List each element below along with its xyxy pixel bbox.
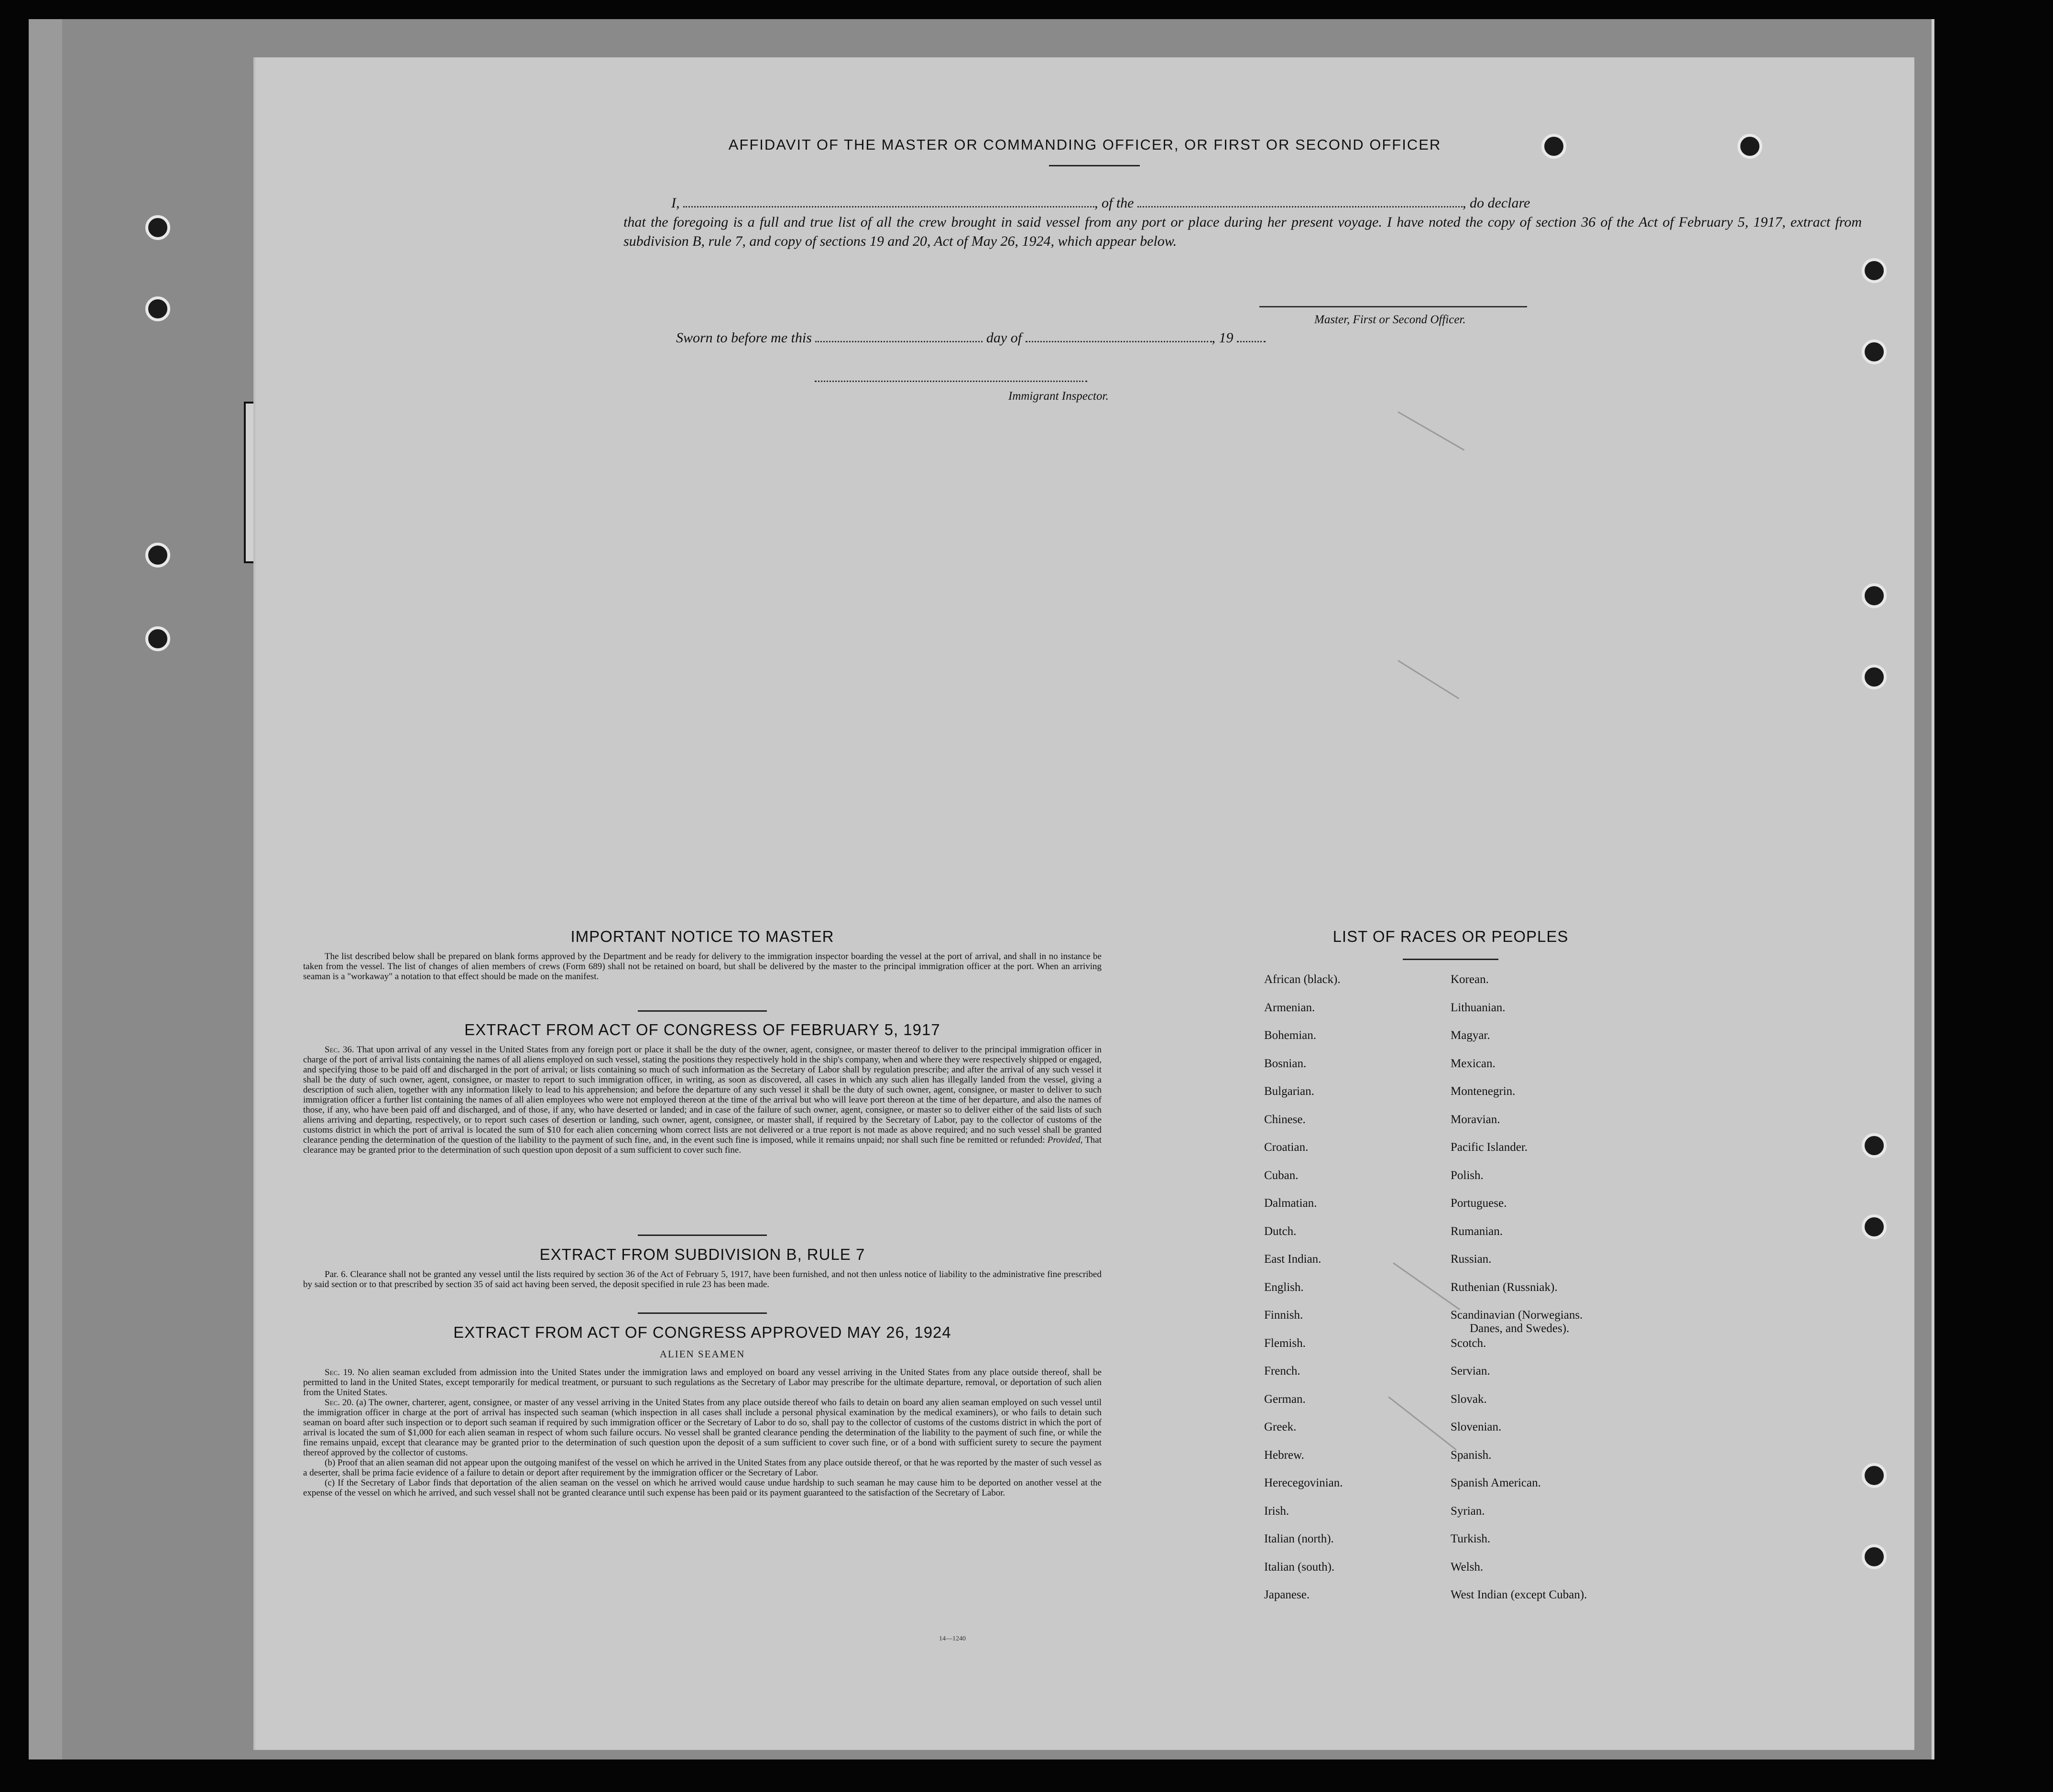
extract-1924-text — [303, 1367, 1102, 1498]
master-signature-line[interactable] — [1259, 306, 1527, 307]
sworn-prefix: Sworn to before me this — [676, 330, 812, 346]
race-item: Herecegovinian. — [1264, 1476, 1343, 1489]
race-item: Slovak. — [1451, 1392, 1487, 1406]
punch-hole-icon — [145, 215, 170, 240]
binding-strip — [29, 19, 62, 1759]
punch-hole-icon — [1862, 665, 1887, 689]
punch-hole-icon — [1862, 583, 1887, 608]
race-item: Scotch. — [1451, 1336, 1486, 1350]
master-signature-label: Master, First or Second Officer. — [1314, 313, 1466, 326]
vessel-field[interactable] — [1137, 196, 1463, 208]
race-item: Japanese. — [1264, 1588, 1310, 1601]
month-field[interactable] — [1026, 330, 1212, 342]
race-item: Bosnian. — [1264, 1057, 1307, 1070]
race-item: West Indian (except Cuban). — [1451, 1588, 1587, 1601]
notice-text — [303, 951, 1102, 982]
bleed-through-mark — [1398, 660, 1459, 699]
divider — [1049, 165, 1140, 166]
race-item: Greek. — [1264, 1420, 1297, 1433]
bleed-through-mark — [1393, 1262, 1460, 1310]
bleed-through-mark — [1398, 411, 1464, 451]
divider — [638, 1312, 767, 1314]
extract-1924-title: EXTRACT FROM ACT OF CONGRESS APPROVED MAY 26, 1924 — [453, 1323, 951, 1341]
section-19-text: No alien seaman excluded from admission into the United States under the immigration laws and employed on board any vessel arriving in the United States from any place outside thereof, shall be permitted to land in the United States, except temporarily for medical treatment, or pursuant to such regulations as the Secretary of Labor may prescribe for the ultimate departure, removal, or deportation of such alien from the United States. — [303, 1367, 1102, 1398]
i-label: I, — [671, 195, 680, 211]
race-item: Hebrew. — [1264, 1448, 1304, 1462]
race-item: Pacific Islander. — [1451, 1141, 1528, 1154]
race-item: Ruthenian (Russniak). — [1451, 1280, 1558, 1294]
race-item-continuation: Danes, and Swedes). — [1470, 1322, 1570, 1335]
extract-1917-text — [303, 1045, 1102, 1155]
race-item: Montenegrin. — [1451, 1085, 1516, 1098]
section-20c-text: (c) If the Secretary of Labor finds that deportation of the alien seaman on the vessel on which he arrived would cause undue hardship to such seaman he may cause him to be deported on another vessel at the expense of the vessel on which he arrived, and such vessel shall not be granted clearance until such expense has been paid or its payment guaranteed to the satisfaction of the Secretary of Labor. — [303, 1478, 1102, 1498]
race-item: Italian (south). — [1264, 1560, 1335, 1573]
section-20b-text: (b) Proof that an alien seaman did not appear upon the outgoing manifest of the vessel on which he arrived in the United States from any place outside thereof, or that he was reported by the master of such vessel as a deserter, shall be prima facie evidence of a failure to detain or deport after requirement by the immigration officer or the Secretary of Labor. — [303, 1458, 1102, 1478]
year-prefix: , 19 — [1212, 330, 1234, 346]
race-item: Mexican. — [1451, 1057, 1496, 1070]
race-item: Russian. — [1451, 1253, 1492, 1266]
of-the-label: , of the — [1094, 195, 1134, 211]
punch-hole-icon — [1862, 339, 1887, 364]
name-field[interactable] — [683, 196, 1094, 208]
race-item: Syrian. — [1451, 1504, 1485, 1518]
race-item: Irish. — [1264, 1504, 1289, 1518]
divider — [638, 1010, 767, 1012]
section-label: Sec. 20. — [325, 1398, 354, 1408]
punch-hole-icon — [1862, 258, 1887, 283]
affidavit-title: AFFIDAVIT OF THE MASTER OR COMMANDING OFFICER, OR FIRST OR SECOND OFFICER — [728, 136, 1441, 153]
race-item: African (black). — [1264, 973, 1341, 986]
do-declare-label: , do declare — [1463, 195, 1530, 211]
punch-hole-icon — [1862, 1463, 1887, 1488]
punch-hole-icon — [1862, 1214, 1887, 1239]
race-item: Korean. — [1451, 973, 1489, 986]
race-item: Chinese. — [1264, 1113, 1306, 1126]
race-item: Portuguese. — [1451, 1197, 1507, 1210]
punch-hole-icon — [145, 543, 170, 568]
punch-hole-icon — [1862, 1544, 1887, 1569]
year-field[interactable] — [1237, 330, 1266, 342]
race-item: Spanish American. — [1451, 1476, 1541, 1489]
inspector-signature-line[interactable] — [815, 381, 1087, 382]
declaration-body: that the foregoing is a full and true list of all the crew brought in said vessel from any port or place during her present voyage. I have noted the copy of section 36 of the Act of February 5, 1917, extract from subdivision B, rule 7, and copy of sections 19 and 20, Act of May 26, 1924, which appear below. — [623, 214, 1862, 249]
race-item: Flemish. — [1264, 1336, 1306, 1350]
punch-hole-icon — [1862, 1133, 1887, 1158]
rule7-paragraph: Par. 6. Clearance shall not be granted any vessel until the lists required by section 36 of the Act of February 5, 1917, have been furnished, and not then unless notice of liability to the administrative fine prescribed by said section or to that prescribed by section 35 of said act having been served, the deposit specified in rule 23 has been made. — [303, 1269, 1102, 1289]
race-item: French. — [1264, 1365, 1300, 1377]
race-item: Rumanian. — [1451, 1224, 1503, 1238]
race-item: Bulgarian. — [1264, 1085, 1314, 1098]
race-item: Scandinavian (Norwegians. — [1451, 1309, 1583, 1322]
declaration-line — [623, 194, 1862, 213]
section-36-text: That upon arrival of any vessel in the United States from any foreign port or place it shall be the duty of the owner, agent, consignee, or master thereof to deliver to the principal immigration officer in charge of the port of arrival lists containing the names of all aliens employed on such vessel, stating the positions they respectively hold in the ship's company, when and where they were respectively shipped or engaged, and specifying those to be paid off and discharged in the port of arrival; or lists containing so much of such information as the Secretary of Labor shall by regulation prescribe; and after the arrival of any such vessel it shall be the duty of such owner, agent, consignee, or master to report to such immigration officer, in writing, as soon as discovered, all cases in which any such alien has illegally landed from the vessel, giving a description of such alien, together with any information likely to lead to his apprehension; and before the departure of any such vessel it shall be the duty of such owner, agent, consignee, or master to deliver to such immigration officer a further list containing the names of all alien employees who were not employed thereon at the time of the arrival but who will leave port thereon at the time of her departure, and also the names of those, if any, who have been paid off and discharged, and of those, if any, who have deserted or landed; and in case of the failure of such owner, agent, consignee, or master so to deliver either of the said lists of such aliens arriving and departing, respectively, or to report such cases of desertion or landing, such owner, agent, consignee, or master shall, if required by the Secretary of Labor, pay to the collector of customs of the customs district in which the port of arrival is located the sum of $10 for each alien concerning whom correct lists are not delivered or a true report is not made as above required; and no such vessel shall be granted clearance pending the determination of the question of the liability to the payment of such fine, and, in the event such fine is imposed, while it remains unpaid; nor shall such fine be remitted or refunded: — [303, 1045, 1102, 1145]
race-item: Dutch. — [1264, 1224, 1297, 1238]
race-item: Polish. — [1451, 1169, 1484, 1182]
bleed-through-mark — [1388, 1396, 1457, 1450]
divider — [1403, 959, 1498, 960]
sworn-line — [676, 330, 1266, 346]
proviso-text: That clearance may be granted prior to the determination of such question upon deposit of a sum sufficient to cover such fine. — [303, 1135, 1102, 1155]
inspector-label: Immigrant Inspector. — [1008, 390, 1109, 403]
form-page — [253, 57, 1914, 1750]
notice-paragraph: The list described below shall be prepared on blank forms approved by the Department and be ready for delivery to the immigration inspector boarding the vessel at the port of arrival, and shall in no instance be taken from the vessel. The list of changes of alien members of crews (Form 689) shall not be retained on board, but shall be delivered by the master to the principal immigration officer at the port. When an arriving seaman is a "workaway" a notation to that effect should be made on the manifest. — [303, 951, 1102, 982]
day-field[interactable] — [815, 330, 983, 342]
race-item: Magyar. — [1451, 1029, 1490, 1042]
section-label: Sec. 19. — [325, 1367, 355, 1377]
race-item: Moravian. — [1451, 1113, 1500, 1126]
race-item: German. — [1264, 1392, 1306, 1406]
race-item: Finnish. — [1264, 1309, 1303, 1322]
section-label: Sec. 36. — [325, 1045, 354, 1055]
proviso-label: Provided, — [1047, 1135, 1083, 1145]
race-item: Dalmatian. — [1264, 1197, 1317, 1210]
race-item: Welsh. — [1451, 1560, 1484, 1573]
race-item: Turkish. — [1451, 1532, 1491, 1545]
punch-hole-icon — [145, 296, 170, 321]
day-of-label: day of — [986, 330, 1022, 346]
race-item: Armenian. — [1264, 1001, 1315, 1014]
notice-title: IMPORTANT NOTICE TO MASTER — [570, 928, 834, 945]
extract-rule7-text — [303, 1269, 1102, 1289]
form-number: 14—1240 — [939, 1635, 966, 1642]
race-item: Lithuanian. — [1451, 1001, 1506, 1014]
race-item: Spanish. — [1451, 1448, 1492, 1462]
extract-1917-title: EXTRACT FROM ACT OF CONGRESS OF FEBRUARY 5, 1917 — [464, 1021, 940, 1038]
section-20a-text: (a) The owner, charterer, agent, consignee, or master of any vessel arriving in the United States from any place outside thereof who fails to detain on board any alien seaman employed on such vessel until the immigration officer in charge at the port of arrival has inspected such seaman (which inspection in all cases shall include a personal physical examination by the medical examiners), or who fails to detain such seaman on board after such inspection or to deport such seaman if required by such immigration officer or the Secretary of Labor to do so, shall pay to the collector of customs of the customs district in which the port of arrival is located the sum of $1,000 for each alien seaman in respect of whom such failure occurs. No vessel shall be granted clearance pending the determination of the liability to the payment of such fine, or while the fine remains unpaid, except that clearance may be granted prior to the determination of such question upon the deposit of a sum sufficient to cover such fine, or of a bond with sufficient surety to secure the payment thereof approved by the collector of customs. — [303, 1398, 1102, 1458]
race-item: English. — [1264, 1280, 1304, 1294]
race-item: Slovenian. — [1451, 1420, 1502, 1433]
extract-rule7-title: EXTRACT FROM SUBDIVISION B, RULE 7 — [539, 1246, 865, 1263]
race-item: Servian. — [1451, 1365, 1490, 1377]
race-item: Italian (north). — [1264, 1532, 1334, 1545]
race-item: Bohemian. — [1264, 1029, 1317, 1042]
alien-seamen-subtitle: ALIEN SEAMEN — [659, 1348, 745, 1360]
race-item: Croatian. — [1264, 1141, 1309, 1154]
races-title: LIST OF RACES OR PEOPLES — [1332, 928, 1569, 945]
punch-hole-icon — [145, 626, 170, 651]
declaration — [623, 194, 1862, 251]
divider — [638, 1235, 767, 1236]
race-item: East Indian. — [1264, 1253, 1321, 1266]
race-item: Cuban. — [1264, 1169, 1299, 1182]
